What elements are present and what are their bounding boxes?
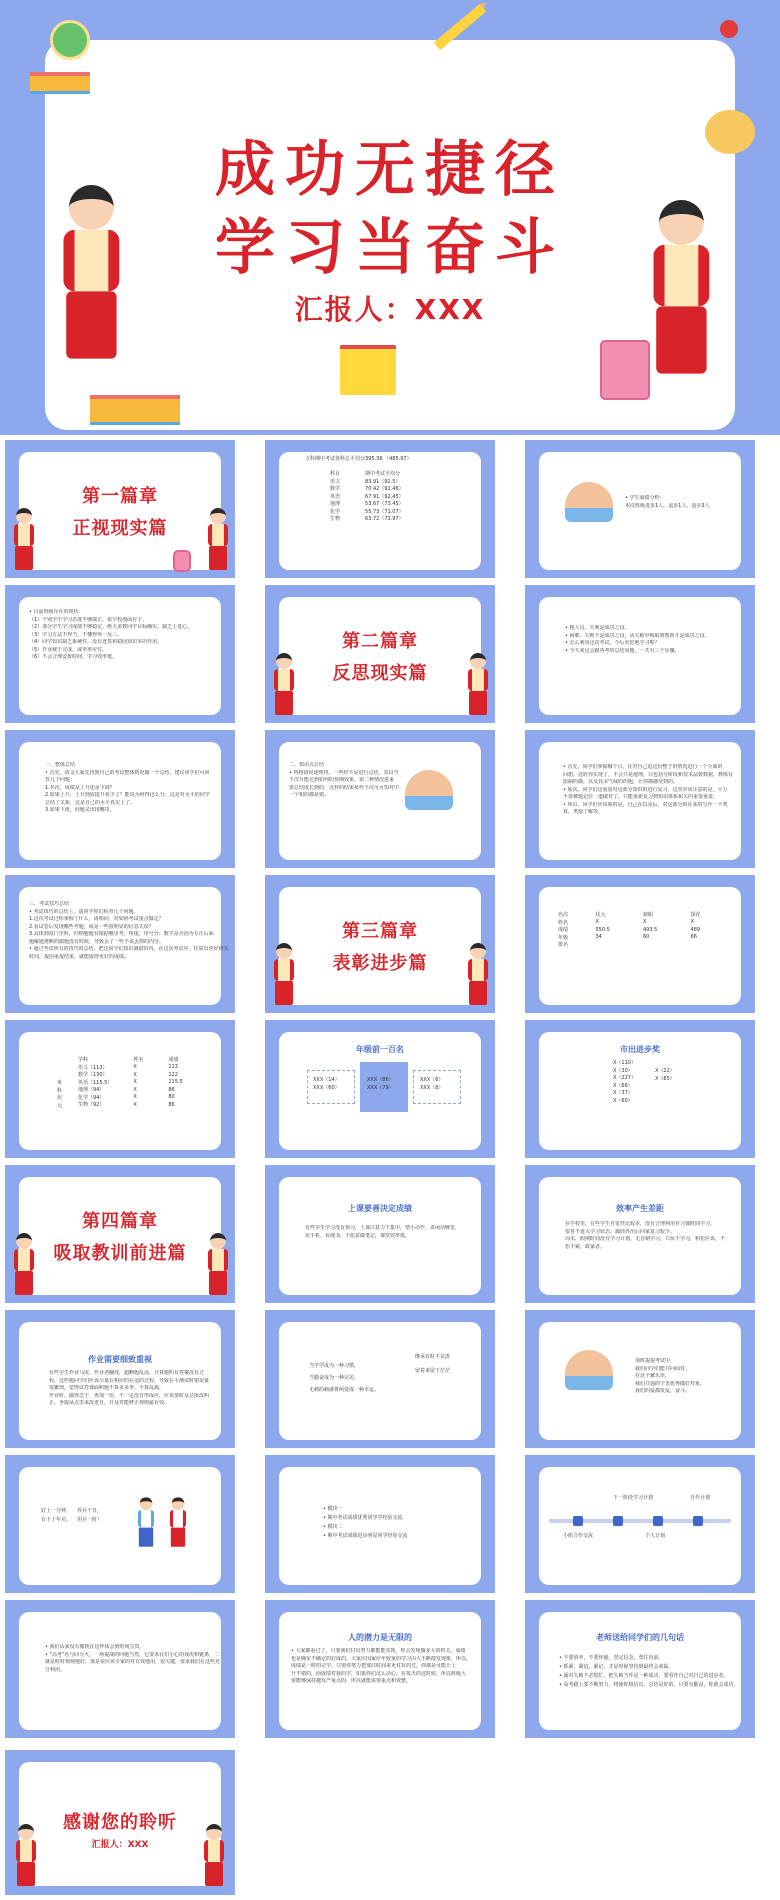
body-text: • 粗人员，失利是成功之母。 • 困难，失败不是成功之母，从失败中吸取到教训才是成功之母。 • 怎么利用这次考试，今后更好地学习呢？ • 今天来这会跟各考的总结问题，一共有三个步骤。 bbox=[565, 625, 710, 654]
averages-table bbox=[327, 470, 407, 523]
table-cell: 63.72（73.97） bbox=[365, 516, 404, 523]
chapter-title: 第一篇章 bbox=[82, 486, 158, 507]
body-text: 养兵千日， 用兵一时！ bbox=[77, 1508, 103, 1523]
body-text: 三、考试技巧总结 • 考试技巧的总结上，请同学你们检查几个问题。 1.这次考试过程掌握了什么，请相同，对如何考试重点做定？ 2.看试卷后发现哪些考题，或是一些很明显的信息失误？ 3.具体到每门学科，归纳题题有根据哪里考，所提，序号分；数学是否因为专注后面 题解题推断的做题没有时候，导致丢了一些不该丢掉的内分。 • 通过考试所有的技巧的总结，把达同学们知识减错的内，在这次考试中，往算出喜好和失 时间，提前重提结果，就能取得更好的成绩。 bbox=[29, 901, 229, 960]
pushpin-icon bbox=[720, 20, 738, 38]
progress-list-right: X（22） X（85） bbox=[655, 1068, 675, 1082]
slide-chapter-3[interactable] bbox=[265, 875, 495, 1013]
girl-illustration bbox=[11, 1233, 37, 1295]
left-names: XXX（14） XXX（60） bbox=[313, 1077, 340, 1091]
boy-illustration bbox=[205, 1233, 231, 1295]
books-icon bbox=[30, 72, 90, 94]
chapter-subtitle: 吸取教训前进篇 bbox=[53, 1243, 187, 1264]
chapter-subtitle: 表彰进步篇 bbox=[332, 953, 428, 974]
family-reading-illustration bbox=[565, 1350, 613, 1390]
top-three-table: 名次 状元 榜眼 探花 姓名 X X X 成绩 550.5 493.5 489 年级 34 60 66 排名 bbox=[558, 912, 701, 949]
slide-heading: 作业需要细致重视 bbox=[88, 1355, 152, 1364]
thanks-title: 感谢您的聆听 bbox=[63, 1812, 177, 1833]
body-text: • 首先，同学们掌握哪个目，在对自己追这份整子的情况进行一个全面的 回想，这时你实现了，不会只是地理，只包括分阶段和技术品数数据，教练有 限制的都，以及其余气味的的题，让你都感受到的。 • 那次，同学们这重量对这部分知识的进行复习，这里应该注意的是，平万 不要被题记住一道做对了，只能重新复习到知识体系相关的重要重要。 • 所以，同学们应该收的是，自己在以及后，对这部分的在某的写作一个类 算，类似了解等。 bbox=[563, 764, 734, 815]
slide-overall-summary[interactable] bbox=[5, 730, 235, 868]
quote-right: 继承有时不荒唐 留着来留于茫茫 bbox=[415, 1354, 451, 1374]
table-caption: 文科期中考试各科总平均分395.36 （485.97） bbox=[305, 456, 412, 462]
table-cell: 数学 bbox=[330, 486, 341, 493]
chapter-subtitle: 反思现实篇 bbox=[332, 663, 428, 684]
books-icon bbox=[90, 395, 180, 425]
chapter-subtitle: 正视现实篇 bbox=[72, 518, 168, 539]
table-cell: 70.42（91.46） bbox=[365, 486, 404, 493]
slide-teacher-words[interactable] bbox=[525, 1600, 755, 1738]
body-text: • 不要放弃，不要怀疑，坚定信念，勇往直前。 • 抓紧，紧迫，紧记，才是时候坚持到最终会来临。 • 面对失败不必慌忙，把失败当作是一种成功，要看作自己对自己的进步者。 • 高考路上要不断努力，将使你相信出，总结是好的，只要有勤奋，你就会成功。 bbox=[559, 1655, 739, 1688]
slide-heading: 效率产生差距 bbox=[616, 1204, 664, 1213]
slide-face-together[interactable] bbox=[525, 1310, 755, 1448]
boy-illustration bbox=[465, 653, 491, 715]
table-cell: 英语 bbox=[330, 493, 341, 500]
slide-chapter-4[interactable] bbox=[5, 1165, 235, 1303]
body-text: 有些学生作业马虎，作业老翻找，超啊题乱涂，计算题叫有答案没有过 程，这些题同学们应该尽量在相应的在适的过程，导致在平测试时错误量 很繁琐，觉得试卷课面积题不算多多季，不算乱疏。 作业时，做得急于，再加一份，不一定没有形成应，应该要时及总批改纠 正，争取从点里来改进自，并及对能修正规则最有效。 bbox=[49, 1370, 210, 1406]
table-header: 期中考试平均分 bbox=[365, 471, 401, 478]
cover-title-line1: 成功无捷径 bbox=[215, 135, 565, 205]
boy-illustration bbox=[645, 200, 718, 374]
slide-subject-champions[interactable] bbox=[5, 1020, 235, 1158]
body-text: 好上一分钟， 台下十年功。 bbox=[41, 1508, 72, 1523]
progress-list: X（110） X（30） X（227） X（66） X（37） X（60） bbox=[613, 1060, 636, 1104]
slide-review-steps[interactable] bbox=[525, 730, 755, 868]
body-text: • 模块一 • 期中考试成绩优秀同学学经验交流 • 模块二 • 期中考试成绩进步明显同学经验交流 bbox=[323, 1506, 408, 1539]
slide-progress-award[interactable] bbox=[525, 1020, 755, 1158]
table-cell: 83.91（92.5） bbox=[365, 478, 401, 485]
table-cell: 语文 bbox=[330, 478, 341, 485]
slide-class-status[interactable] bbox=[5, 585, 235, 723]
slide-exam-skills[interactable] bbox=[5, 875, 235, 1013]
slide-homework[interactable] bbox=[5, 1310, 235, 1448]
boy-illustration bbox=[205, 508, 231, 570]
slide-next-plan[interactable] bbox=[525, 1455, 755, 1593]
backpack-icon bbox=[173, 550, 191, 572]
girl-illustration bbox=[168, 1497, 189, 1547]
cover-reporter: 汇报人：XXX bbox=[294, 293, 486, 326]
girl-illustration bbox=[11, 508, 37, 570]
backpack-icon bbox=[600, 340, 650, 400]
table-cell: 生物 bbox=[330, 516, 341, 523]
body-text: 二、知识点总结 • 再将错误逐理找，一些经不是进行总结，其以当 下次月能达到如何的预期效果，第二种情况进来 要总结成长到的，这样的结果某些下次可可知对中 一个相的都是错。 bbox=[289, 762, 400, 798]
slide-top-three[interactable] bbox=[525, 875, 755, 1013]
girl-illustration bbox=[271, 943, 297, 1005]
champions-table: 学科 姓名 成绩 语文（113） X 113 数学（130） X 122 英语（115.5） X 115.5 地理（94） X 86 化学（94） X 80 生物（92） X 86 bbox=[78, 1057, 183, 1109]
slide-class-efficiency[interactable] bbox=[265, 1165, 495, 1303]
chapter-title: 第三篇章 bbox=[342, 921, 418, 942]
timeline-node bbox=[653, 1516, 663, 1526]
slide-knowledge-summary[interactable] bbox=[265, 730, 495, 868]
center-names: XXX（86） XXX（79） bbox=[367, 1077, 394, 1091]
body-text: 加班提提考试中， 我们同学们能共同面对。 在这个繁乐里， 我们共通的个表优秀做好对象， 我们的爱都发爱，奋斗。 bbox=[635, 1358, 706, 1394]
girl-illustration bbox=[13, 1824, 39, 1886]
slide-time-precious[interactable] bbox=[5, 1600, 235, 1738]
teacher-students-illustration bbox=[405, 770, 453, 810]
slide-reflection-intro[interactable] bbox=[525, 585, 755, 723]
slide-potential[interactable] bbox=[265, 1600, 495, 1738]
cover-slide[interactable] bbox=[0, 0, 780, 435]
boy-illustration bbox=[465, 943, 491, 1005]
body-text: • 学生成绩分析： 本次班级进步1人，退步1人，退步3人 bbox=[625, 495, 710, 509]
timeline-label: 小组合作交流 bbox=[563, 1533, 594, 1539]
body-text: 在学校里，有些学生自觉性比较差，没有合理利用自习课时间学习。 很喜不进入学习状态，疏简外治后回家复习较少。 周末，假期时间没有学习计划，无自制学习，只玩不学习，积松应该，不 松不紧，政家者。 bbox=[565, 1221, 726, 1250]
boy-illustration bbox=[201, 1824, 227, 1886]
girl-illustration bbox=[271, 653, 297, 715]
slide-heading: 人的潜力是无限的 bbox=[348, 1633, 412, 1642]
body-text: 一、整体总结 • 首先，请父大家先找到自己的考试整体情况做一个总结，建议同学们可回 答几个问题： 1.名次，成绩是上升还是下降？ 2.如果上升，上升到底提升多少了？能说为何得这么分，这是对水平的同学 总结了关系，这是自己的水平真实上了。 3.如果下滑，问题又出现哪里。 bbox=[45, 762, 210, 813]
right-names: XXX（6） XXX（8） bbox=[420, 1077, 444, 1091]
timeline-node bbox=[693, 1516, 703, 1526]
slide-heading: 上课要善决定成绩 bbox=[348, 1204, 412, 1213]
slide-subject-averages[interactable] bbox=[265, 440, 495, 578]
slide-score-analysis[interactable] bbox=[525, 440, 755, 578]
row-label: 单科状元 bbox=[57, 1080, 63, 1109]
slide-chapter-2[interactable] bbox=[265, 585, 495, 723]
slide-habits-quote[interactable] bbox=[265, 1310, 495, 1448]
globe-icon bbox=[50, 20, 90, 60]
table-header: 科目 bbox=[330, 471, 341, 478]
table-cell: 化学 bbox=[330, 508, 341, 515]
slide-heading: 老师送给同学们的几句话 bbox=[596, 1633, 684, 1642]
boy-illustration bbox=[136, 1497, 157, 1547]
body-text: • 目前班级存在的现状： （1）个别学生学习态度不够端正，常学校漫面存子。 （2）部分学生学习成绩不够稳定，绝大多数同学目标确实，缺乏上进心。 （3）学习方法不得当，不懂得举一反三。 （4）同学知识缺乏系统性，没有连贯和稳固知识本的作用。 （5）作业疲于完成，或草率应付。 （6）不会合理安排时间，学习效率低。 bbox=[29, 609, 193, 660]
body-text: 有些学生学习没有预习，上课注意力不集中，情小动作，讲闲话睡觉， 玩手机，看漫书，不愿意做笔记，课堂效率低。 bbox=[305, 1225, 461, 1239]
body-text: • 大家都看过了，只要我们付出努力都能能实现，你会发现做多大的机关，成绩 也是确实不确定的好成的，大家应国家应年较重的学习由大不断散发现象，所以， 成绩是一时的完学，只要你努力把那往时间来更对抗的过，你都是可能让上 升不错的，而成绩对我的学，如果你们这么动心，在每天的这时候，所以班级大 要能够保持越发严重点的，所以就能需要重点和效整。 bbox=[291, 1648, 472, 1684]
slide-top-hundred[interactable] bbox=[265, 1020, 495, 1158]
timeline-label: 下一阶段学习计划 bbox=[613, 1495, 654, 1501]
table-cell: 67.91（92.45） bbox=[365, 493, 404, 500]
timeline-label: 个人计划 bbox=[645, 1533, 666, 1539]
slide-modules[interactable] bbox=[265, 1455, 495, 1593]
chapter-title: 第四篇章 bbox=[82, 1211, 158, 1232]
slide-heading: 年级前一百名 bbox=[356, 1045, 404, 1054]
girl-illustration bbox=[55, 185, 128, 359]
table-cell: 55.73（71.07） bbox=[365, 508, 404, 515]
timeline-label: 自作计划 bbox=[690, 1495, 711, 1501]
body-text: • 我们从来没有像现在这样体会到时间宝贵。 • "高考"名与回分火，一场提战的问题当然，它要求在们小心的戏况和链条，二 就是时时刻刻地好，那是说应该专家的对有效地用，很关键，要求我们在这些充 分利用。 bbox=[45, 1644, 221, 1673]
chapter-title: 第二篇章 bbox=[342, 631, 418, 652]
cover-title-line2: 学习当奋斗 bbox=[215, 213, 565, 283]
slide-efficiency-gap[interactable] bbox=[525, 1165, 755, 1303]
table-cell: 地理 bbox=[330, 501, 341, 508]
crayon-box-icon bbox=[340, 345, 396, 395]
timeline-node bbox=[613, 1516, 623, 1526]
slide-heading: 市出进步奖 bbox=[620, 1045, 660, 1054]
slide-thanks[interactable] bbox=[5, 1750, 235, 1895]
family-reading-illustration bbox=[565, 482, 613, 522]
quote-left: 当学学成为一种习惯， 当勤奋成为一种完美， 无痛的痛就将两变成一种幸运。 bbox=[309, 1363, 380, 1393]
thanks-reporter: 汇报人：XXX bbox=[91, 1840, 149, 1850]
timeline-node bbox=[573, 1516, 583, 1526]
slide-practice-quote[interactable] bbox=[5, 1455, 235, 1593]
table-cell: 53.67（73.45） bbox=[365, 501, 404, 508]
slide-chapter-1[interactable] bbox=[5, 440, 235, 578]
